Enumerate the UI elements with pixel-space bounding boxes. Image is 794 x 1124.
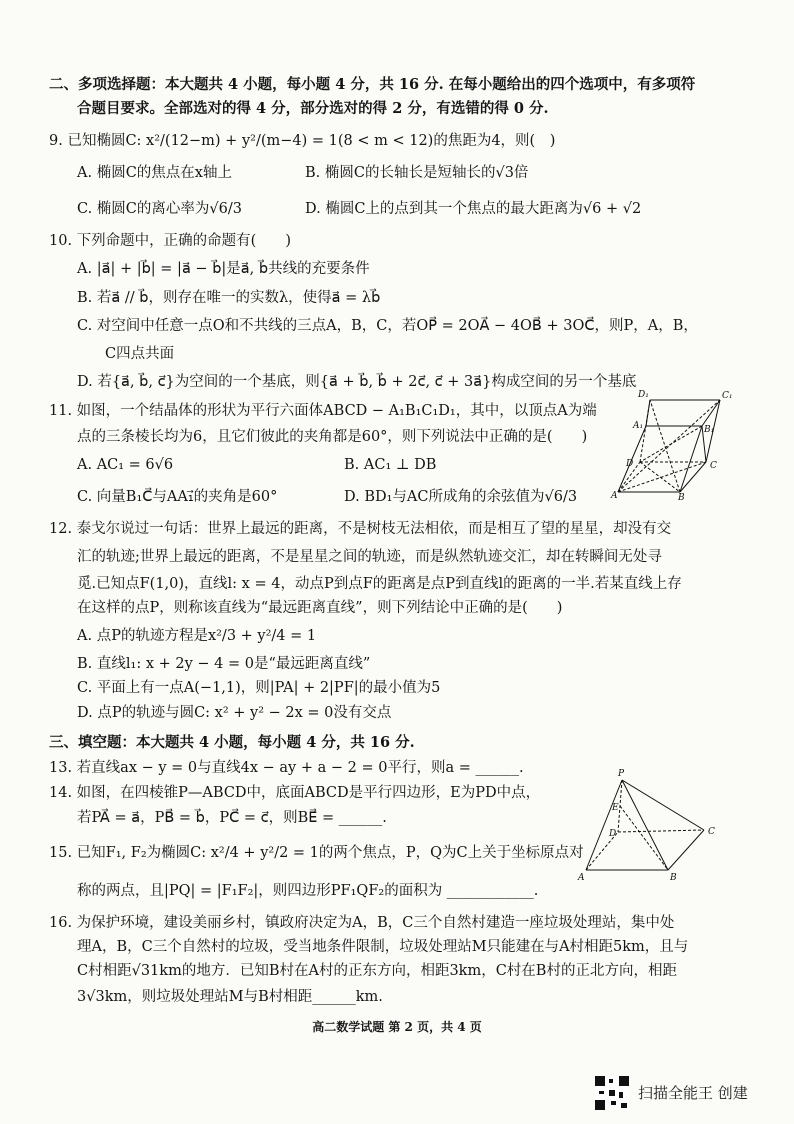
label-d: D bbox=[626, 459, 634, 469]
label-e: E bbox=[612, 803, 619, 813]
question-16-line-1: 16. 为保护环境，建设美丽乡村，镇政府决定为A，B，C三个自然村建造一座垃圾处理站，集中处 bbox=[49, 915, 675, 931]
label-c: C bbox=[708, 827, 715, 837]
question-12-stem-line-3: 觅.已知点F(1,0)，直线l: x = 4，动点P到点F的距离是点P到直线l的距离的一半.若某直线上存 bbox=[77, 576, 682, 592]
page-footer: 高二数学试题 第 2 页，共 4 页 bbox=[312, 1020, 482, 1034]
label-b: B bbox=[670, 873, 677, 883]
question-9-option-c: C. 椭圆C的离心率为√6/3 bbox=[77, 201, 242, 217]
question-9-option-b: B. 椭圆C的长轴长是短轴长的√3倍 bbox=[305, 165, 529, 181]
question-11-option-c: C. 向量B₁C⃗与AA₁⃗的夹角是60° bbox=[77, 489, 278, 505]
question-16-line-4: 3√3km，则垃圾处理站M与B村相距______km. bbox=[77, 989, 383, 1005]
question-15-line-2: 称的两点，且|PQ| = |F₁F₂|，则四边形PF₁QF₂的面积为 ____________. bbox=[77, 883, 539, 899]
question-10-option-c-line-1: C. 对空间中任意一点O和不共线的三点A，B，C，若OP⃗ = 2OA⃗ − 4OB⃗ + 3OC⃗，则P，A，B， bbox=[77, 318, 698, 334]
label-c1: C₁ bbox=[722, 391, 733, 401]
question-12-option-b: B. 直线l₁: x + 2y − 4 = 0是“最远距离直线” bbox=[77, 656, 371, 672]
question-9-stem: 9. 已知椭圆C: x²/(12−m) + y²/(m−4) = 1(8 < m < 12)的焦距为4，则( ) bbox=[49, 133, 556, 149]
label-c: C bbox=[710, 461, 717, 471]
question-13: 13. 若直线ax − y = 0与直线4x − ay + a − 2 = 0平行，则a = ______. bbox=[49, 760, 524, 776]
qr-code-icon bbox=[595, 1076, 629, 1110]
question-12-option-c: C. 平面上有一点A(−1,1)，则|PA| + 2|PF|的最小值为5 bbox=[77, 680, 441, 696]
question-11-option-d: D. BD₁与AC所成角的余弦值为√6/3 bbox=[344, 489, 578, 505]
label-d: D bbox=[609, 829, 617, 839]
question-10-option-c-line-2: C四点共面 bbox=[105, 346, 175, 362]
question-10-option-b: B. 若a⃗ // b⃗，则存在唯一的实数λ，使得a⃗ = λb⃗ bbox=[77, 290, 381, 306]
question-16-line-2: 理A，B，C三个自然村的垃圾，受当地条件限制，垃圾处理站M只能建在与A村相距5km，且与 bbox=[77, 939, 689, 955]
question-11-option-b: B. AC₁ ⊥ DB bbox=[344, 457, 437, 473]
question-12-stem-line-1: 12. 泰戈尔说过一句话：世界上最远的距离，不是树枝无法相依，而是相互了望的星星，却没有交 bbox=[49, 521, 672, 537]
question-16-line-3: C村相距√31km的地方．已知B村在A村的正东方向，相距3km，C村在B村的正北方向，相距 bbox=[77, 963, 677, 979]
question-11-stem-line-1: 11. 如图，一个结晶体的形状为平行六面体ABCD − A₁B₁C₁D₁，其中，以顶点A为端 bbox=[49, 403, 597, 419]
section-3-heading: 三、填空题：本大题共 4 小题，每小题 4 分，共 16 分. bbox=[49, 734, 415, 751]
question-10-stem: 10. 下列命题中，正确的命题有( ) bbox=[49, 233, 291, 249]
label-a: A bbox=[578, 873, 585, 883]
scanner-watermark: 扫描全能王 创建 bbox=[638, 1084, 748, 1102]
question-11-option-a: A. AC₁ = 6√6 bbox=[77, 457, 174, 473]
pyramid-figure bbox=[574, 766, 722, 884]
label-d1: D₁ bbox=[638, 390, 649, 400]
question-10-option-a: A. |a⃗| + |b⃗| = |a⃗ − b⃗|是a⃗, b⃗共线的充要条件 bbox=[77, 261, 370, 277]
question-12-stem-line-4: 在这样的点P，则称该直线为“最远距离直线”，则下列结论中正确的是( ) bbox=[77, 600, 563, 616]
label-b: B bbox=[678, 493, 685, 500]
section-2-heading-line-2: 合题目要求。全部选对的得 4 分，部分选对的得 2 分，有选错的得 0 分. bbox=[77, 100, 549, 117]
question-15-line-1: 15. 已知F₁, F₂为椭圆C: x²/4 + y²/2 = 1的两个焦点，P，Q为C上关于坐标原点对 bbox=[49, 845, 584, 861]
question-10-option-d: D. 若{a⃗, b⃗, c⃗}为空间的一个基底，则{a⃗ + b⃗, b⃗ + 2c⃗, c⃗ + 3a⃗}构成空间的另一个基底 bbox=[77, 374, 637, 390]
question-12-option-d: D. 点P的轨迹与圆C: x² + y² − 2x = 0没有交点 bbox=[77, 705, 392, 721]
parallelepiped-figure bbox=[610, 388, 742, 500]
question-12-option-a: A. 点P的轨迹方程是x²/3 + y²/4 = 1 bbox=[77, 628, 317, 644]
question-12-stem-line-2: 汇的轨迹;世界上最远的距离，不是星星之间的轨迹，而是纵然轨迹交汇，却在转瞬间无处寻 bbox=[77, 549, 662, 565]
label-p: P bbox=[618, 769, 625, 779]
label-b1: B₁ bbox=[704, 425, 715, 435]
question-9-option-a: A. 椭圆C的焦点在x轴上 bbox=[77, 165, 232, 181]
section-2-heading-line-1: 二、多项选择题：本大题共 4 小题，每小题 4 分，共 16 分. 在每小题给出的四个选项中，有多项符 bbox=[49, 76, 696, 93]
question-14-line-1: 14. 如图，在四棱锥P—ABCD中，底面ABCD是平行四边形，E为PD中点， bbox=[49, 785, 541, 801]
question-9-option-d: D. 椭圆C上的点到其一个焦点的最大距离为√6 + √2 bbox=[305, 201, 642, 217]
label-a1: A₁ bbox=[633, 421, 644, 431]
question-14-line-2: 若PA⃗ = a⃗，PB⃗ = b⃗，PC⃗ = c⃗，则BE⃗ = ______. bbox=[77, 810, 387, 826]
question-11-stem-line-2: 点的三条棱长均为6，且它们彼此的夹角都是60°，则下列说法中正确的是( ) bbox=[77, 429, 588, 445]
label-a: A bbox=[611, 491, 618, 500]
